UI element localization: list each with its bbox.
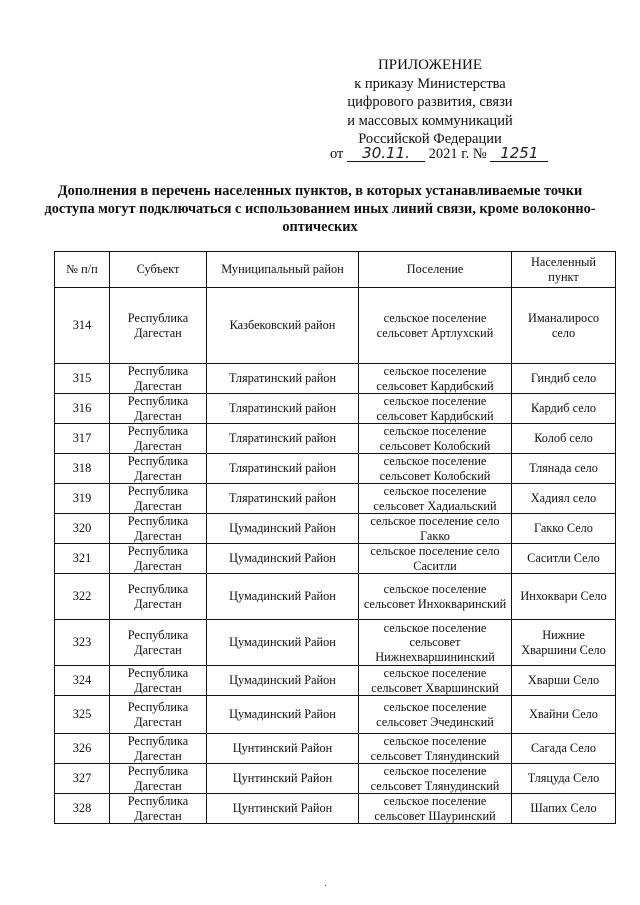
cell-subject: Республика Дагестан xyxy=(110,794,207,824)
appendix-line: и массовых коммуникаций xyxy=(347,112,513,129)
appendix-heading: ПРИЛОЖЕНИЕ xyxy=(377,57,483,73)
cell-locality: Нижние Хваршини Село xyxy=(512,620,616,666)
cell-subject: Республика Дагестан xyxy=(110,484,207,514)
header-district: Муниципальный район xyxy=(207,252,359,288)
header-subject: Субъект xyxy=(110,252,207,288)
table-row xyxy=(55,794,616,824)
cell-locality: Гиндиб село xyxy=(512,364,616,394)
cell-number: 320 xyxy=(55,514,110,544)
cell-settlement: сельское поселение село Гакко xyxy=(359,514,512,544)
cell-locality: Шапих Село xyxy=(512,794,616,824)
table-header-row xyxy=(55,252,616,288)
cell-district: Тляратинский район xyxy=(207,484,359,514)
scan-speck xyxy=(325,885,326,886)
cell-settlement: сельское поселение сельсовет Хваршинский xyxy=(359,666,512,696)
cell-number: 327 xyxy=(55,764,110,794)
appendix-line: цифрового развития, связи xyxy=(347,94,513,111)
cell-locality: Хадиял село xyxy=(512,484,616,514)
cell-settlement: сельское поселение сельсовет Нижнехваршининский xyxy=(359,620,512,666)
order-date-line xyxy=(330,145,570,163)
cell-district: Цумадинский Район xyxy=(207,574,359,620)
cell-subject: Республика Дагестан xyxy=(110,620,207,666)
cell-subject: Республика Дагестан xyxy=(110,514,207,544)
cell-locality: Тляцуда Село xyxy=(512,764,616,794)
cell-subject: Республика Дагестан xyxy=(110,544,207,574)
cell-number: 325 xyxy=(55,696,110,734)
cell-subject: Республика Дагестан xyxy=(110,696,207,734)
cell-settlement: сельское поселение сельсовет Артлухский xyxy=(359,288,512,364)
appendix-line: Российской Федерации xyxy=(358,131,502,148)
appendix-line: к приказу Министерства xyxy=(354,75,506,92)
cell-locality: Тлянада село xyxy=(512,454,616,484)
cell-number: 315 xyxy=(55,364,110,394)
cell-locality: Гакко Село xyxy=(512,514,616,544)
cell-district: Казбековский район xyxy=(207,288,359,364)
cell-locality: Хвайни Село xyxy=(512,696,616,734)
cell-number: 321 xyxy=(55,544,110,574)
table-row xyxy=(55,454,616,484)
header-settlement: Поселение xyxy=(359,252,512,288)
cell-number: 324 xyxy=(55,666,110,696)
cell-number: 319 xyxy=(55,484,110,514)
cell-locality: Саситли Село xyxy=(512,544,616,574)
cell-locality: Инхоквари Село xyxy=(512,574,616,620)
settlements-table xyxy=(54,251,616,824)
cell-district: Тляратинский район xyxy=(207,394,359,424)
cell-settlement: сельское поселение сельсовет Колобский xyxy=(359,424,512,454)
cell-district: Цумадинский Район xyxy=(207,666,359,696)
cell-locality: Кардиб село xyxy=(512,394,616,424)
cell-number: 314 xyxy=(55,288,110,364)
table-row xyxy=(55,484,616,514)
cell-district: Цумадинский Район xyxy=(207,696,359,734)
cell-number: 316 xyxy=(55,394,110,424)
table-row xyxy=(55,424,616,454)
cell-locality: Иманалиросо село xyxy=(512,288,616,364)
cell-settlement: сельское поселение село Саситли xyxy=(359,544,512,574)
cell-number: 328 xyxy=(55,794,110,824)
table-row xyxy=(55,764,616,794)
cell-subject: Республика Дагестан xyxy=(110,288,207,364)
cell-number: 323 xyxy=(55,620,110,666)
cell-subject: Республика Дагестан xyxy=(110,454,207,484)
cell-district: Тляратинский район xyxy=(207,364,359,394)
table-row xyxy=(55,544,616,574)
cell-subject: Республика Дагестан xyxy=(110,734,207,764)
cell-district: Цумадинский Район xyxy=(207,620,359,666)
cell-settlement: сельское поселение сельсовет Кардибский xyxy=(359,394,512,424)
cell-district: Цунтинский Район xyxy=(207,794,359,824)
cell-locality: Хварши Село xyxy=(512,666,616,696)
table-row xyxy=(55,696,616,734)
document-title: Дополнения в перечень населенных пунктов, в которых устанавливаемые точки доступа могут подключаться с использованием иных линий связи, кроме волоконно-оптических xyxy=(44,183,596,235)
table-row xyxy=(55,394,616,424)
date-prefix: от xyxy=(330,146,344,162)
cell-settlement: сельское поселение сельсовет Инхокваринский xyxy=(359,574,512,620)
cell-locality: Сагада Село xyxy=(512,734,616,764)
table-row xyxy=(55,666,616,696)
table-row xyxy=(55,574,616,620)
cell-settlement: сельское поселение сельсовет Хадиальский xyxy=(359,484,512,514)
handwritten-order-number: 1251 xyxy=(490,145,548,162)
cell-district: Цумадинский Район xyxy=(207,514,359,544)
table-body xyxy=(55,288,616,824)
table-row xyxy=(55,514,616,544)
cell-subject: Республика Дагестан xyxy=(110,394,207,424)
table-row xyxy=(55,734,616,764)
cell-number: 322 xyxy=(55,574,110,620)
cell-subject: Республика Дагестан xyxy=(110,574,207,620)
cell-number: 326 xyxy=(55,734,110,764)
table-row xyxy=(55,364,616,394)
cell-subject: Республика Дагестан xyxy=(110,424,207,454)
cell-subject: Республика Дагестан xyxy=(110,364,207,394)
year-number-label: 2021 г. № xyxy=(428,146,487,162)
cell-district: Цунтинский Район xyxy=(207,764,359,794)
cell-settlement: сельское поселение сельсовет Тлянудинский xyxy=(359,764,512,794)
header-locality: Населенный пункт xyxy=(512,252,616,288)
cell-settlement: сельское поселение сельсовет Эчединский xyxy=(359,696,512,734)
handwritten-date: 30.11. xyxy=(347,145,425,162)
cell-district: Цунтинский Район xyxy=(207,734,359,764)
table-row xyxy=(55,288,616,364)
cell-district: Тляратинский район xyxy=(207,454,359,484)
cell-settlement: сельское поселение сельсовет Кардибский xyxy=(359,364,512,394)
appendix-block xyxy=(330,56,530,149)
cell-settlement: сельское поселение сельсовет Колобский xyxy=(359,454,512,484)
cell-number: 317 xyxy=(55,424,110,454)
cell-locality: Колоб село xyxy=(512,424,616,454)
cell-settlement: сельское поселение сельсовет Тлянудинский xyxy=(359,734,512,764)
cell-number: 318 xyxy=(55,454,110,484)
cell-subject: Республика Дагестан xyxy=(110,764,207,794)
cell-district: Тляратинский район xyxy=(207,424,359,454)
header-number: № п/п xyxy=(55,252,110,288)
table-row xyxy=(55,620,616,666)
cell-district: Цумадинский Район xyxy=(207,544,359,574)
cell-subject: Республика Дагестан xyxy=(110,666,207,696)
cell-settlement: сельское поселение сельсовет Шауринский xyxy=(359,794,512,824)
